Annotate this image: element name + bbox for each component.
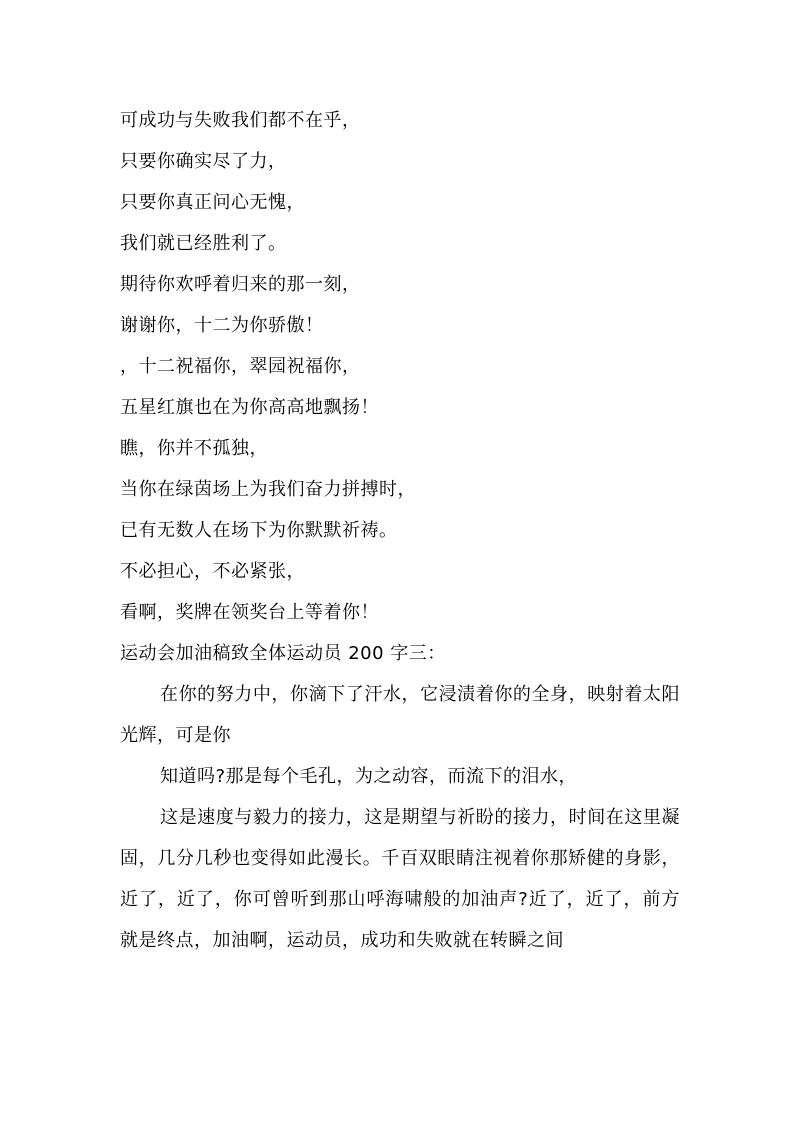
- paragraph: 知道吗?那是每个毛孔，为之动容，而流下的泪水，: [160, 766, 578, 787]
- section-heading: 运动会加油稿致全体运动员 200 字三：: [120, 643, 446, 664]
- poem-line: 看啊，奖牌在领奖台上等着你！: [120, 602, 379, 623]
- paragraph: 这是速度与毅力的接力，这是期望与祈盼的接力，时间在这里凝固，几分几秒也变得如此漫长。千百双眼睛注视着你那矫健的身影，近了，近了，你可曾听到那山呼海啸般的加油声?近了，近了，前方就是终点，加油啊，运动员，成功和失败就在转瞬之间: [120, 807, 680, 951]
- poem-line: 当你在绿茵场上为我们奋力拼搏时，: [120, 479, 416, 500]
- poem-line: 我们就已经胜利了。: [120, 233, 287, 254]
- poem-line: 已有无数人在场下为你默默祈祷。: [120, 520, 398, 541]
- poem-line: 只要你确实尽了力，: [120, 151, 287, 172]
- poem-line: 五星红旗也在为你高高地飘扬！: [120, 397, 379, 418]
- document-body: [120, 100, 680, 961]
- poem-line: 可成功与失败我们都不在乎，: [120, 110, 361, 131]
- poem-line: 不必担心，不必紧张，: [120, 561, 305, 582]
- paragraph: 在你的努力中，你滴下了汗水，它浸渍着你的全身，映射着太阳光辉，可是你: [120, 684, 680, 746]
- poem-line: 瞧，你并不孤独，: [120, 438, 268, 459]
- poem-line: ，十二祝福你，翠园祝福你，: [120, 356, 361, 377]
- poem-line: 期待你欢呼着归来的那一刻，: [120, 274, 361, 295]
- poem-line: 只要你真正问心无愧，: [120, 192, 305, 213]
- poem-line: 谢谢你，十二为你骄傲！: [120, 315, 324, 336]
